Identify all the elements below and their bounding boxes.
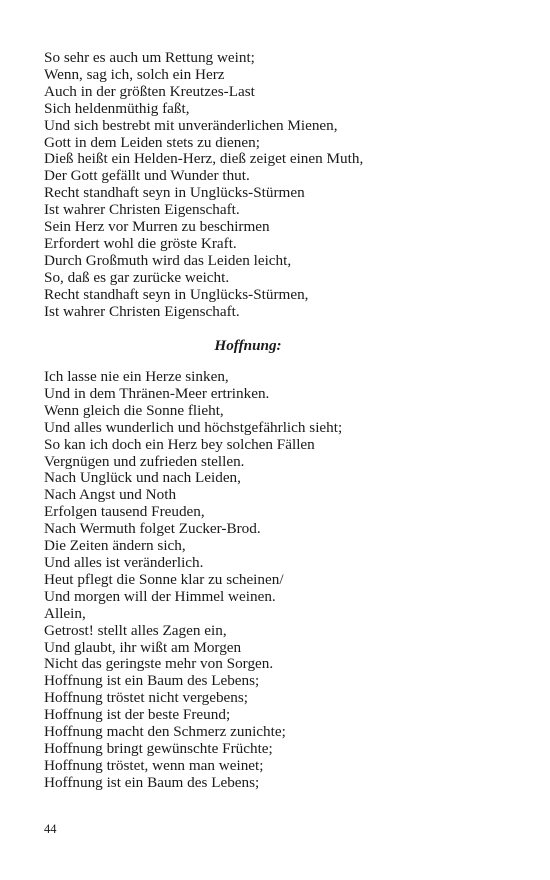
verse-line: Und in dem Thränen-Meer ertrinken. bbox=[44, 384, 270, 402]
verse-line: Ich lasse nie ein Herze sinken, bbox=[44, 368, 229, 385]
verse-line: Und sich bestrebt mit unveränderlichen Mienen, bbox=[44, 116, 338, 134]
verse-line: Und alles ist veränderlich. bbox=[44, 553, 204, 571]
verse-line: Gott in dem Leiden stets zu dienen; bbox=[44, 133, 260, 151]
verse-line: Heut pflegt die Sonne klar zu scheinen/ bbox=[44, 570, 284, 588]
verse-line: Nach Angst und Noth bbox=[44, 486, 177, 504]
verse-line: Hoffnung ist der beste Freund; bbox=[44, 706, 231, 724]
verse-line: Erfolgen tausend Freuden, bbox=[44, 503, 205, 521]
verse-line: Hoffnung tröstet, wenn man weinet; bbox=[44, 756, 264, 774]
poem-stanza-2 bbox=[44, 369, 514, 792]
verse-line: Sich heldenmüthig faßt, bbox=[44, 99, 190, 117]
verse-line: Allein, bbox=[44, 604, 86, 622]
verse-line: Hoffnung macht den Schmerz zunichte; bbox=[44, 723, 286, 741]
verse-line: Auch in der größten Kreutzes-Last bbox=[44, 82, 255, 100]
verse-line: Wenn, sag ich, solch ein Herz bbox=[44, 65, 225, 83]
verse-line: Nach Wermuth folget Zucker-Brod. bbox=[44, 520, 261, 538]
page-number: 44 bbox=[44, 822, 57, 836]
verse-line: Und alles wunderlich und höchstgefährlich sieht; bbox=[44, 418, 343, 436]
verse-line: Recht standhaft seyn in Unglücks-Stürmen bbox=[44, 184, 305, 202]
verse-line: Sein Herz vor Murren zu beschirmen bbox=[44, 218, 270, 236]
verse-line: Durch Großmuth wird das Leiden leicht, bbox=[44, 251, 292, 269]
verse-line: Hoffnung ist ein Baum des Lebens; bbox=[44, 773, 260, 791]
verse-line: Getrost! stellt alles Zagen ein, bbox=[44, 621, 227, 639]
verse-line: Erfordert wohl die gröste Kraft. bbox=[44, 234, 237, 252]
verse-line: So sehr es auch um Rettung weint; bbox=[44, 49, 255, 66]
verse-line: Nach Unglück und nach Leiden, bbox=[44, 469, 241, 487]
verse-line: Hoffnung bringt gewünschte Früchte; bbox=[44, 739, 273, 757]
verse-line: Hoffnung tröstet nicht vergebens; bbox=[44, 689, 249, 707]
verse-line: Wenn gleich die Sonne flieht, bbox=[44, 401, 224, 419]
poem-stanza-1 bbox=[44, 50, 514, 321]
verse-line: Vergnügen und zufrieden stellen. bbox=[44, 452, 245, 470]
section-title-hoffnung: Hoffnung: bbox=[214, 337, 282, 354]
verse-line: Und glaubt, ihr wißt am Morgen bbox=[44, 638, 242, 656]
verse-line: Nicht das geringste mehr von Sorgen. bbox=[44, 655, 274, 673]
verse-line: Die Zeiten ändern sich, bbox=[44, 537, 186, 555]
verse-line: Dieß heißt ein Helden-Herz, dieß zeiget einen Muth, bbox=[44, 150, 364, 168]
verse-line: So, daß es gar zurücke weicht. bbox=[44, 268, 230, 286]
verse-line: So kan ich doch ein Herz bey solchen Fällen bbox=[44, 435, 315, 453]
verse-line: Der Gott gefällt und Wunder thut. bbox=[44, 167, 250, 185]
verse-line: Und morgen will der Himmel weinen. bbox=[44, 587, 276, 605]
verse-line: Recht standhaft seyn in Unglücks-Stürmen, bbox=[44, 285, 309, 303]
verse-line: Hoffnung ist ein Baum des Lebens; bbox=[44, 672, 260, 690]
verse-line: Ist wahrer Christen Eigenschaft. bbox=[44, 201, 240, 219]
verse-line: Ist wahrer Christen Eigenschaft. bbox=[44, 302, 240, 320]
